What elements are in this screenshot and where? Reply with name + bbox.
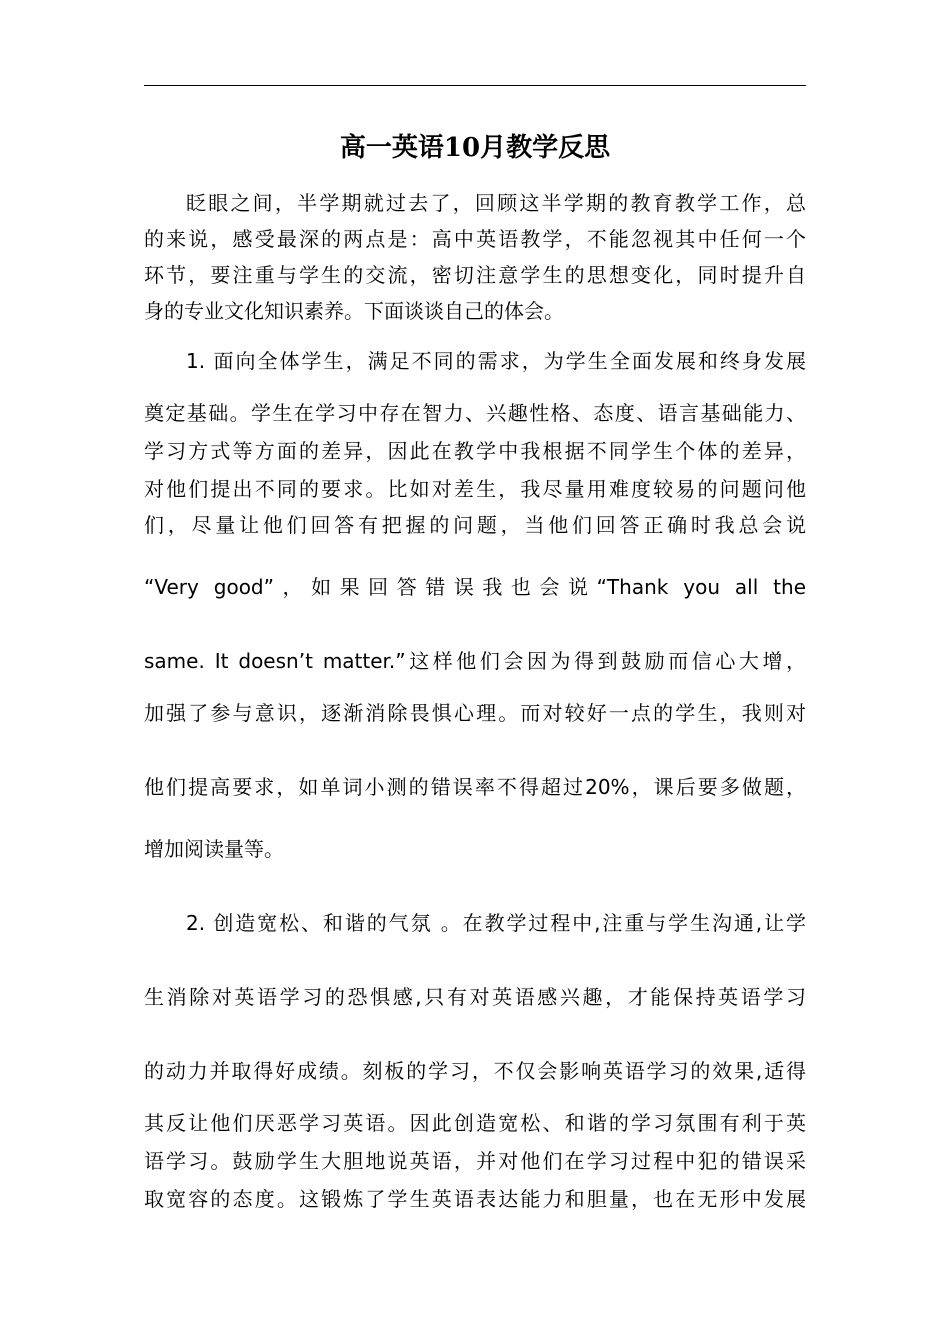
text-line: 他们提高要求，如单词小测的错误率不得超过20%，课后要多做题， — [144, 775, 806, 799]
text-line: 增加阅读量等。 — [144, 837, 284, 861]
text-line: 学习方式等方面的差异，因此在教学中我根据不同学生个体的差异， — [144, 439, 806, 463]
text-line: 眨眼之间，半学期就过去了，回顾这半学期的教育教学工作，总 — [186, 191, 806, 215]
text-line: 的来说，感受最深的两点是：高中英语教学，不能忽视其中任何一个 — [144, 227, 806, 251]
text-line: “Very good”，如果回答错误我也会说“Thank you all the — [144, 575, 806, 599]
text-line: 加强了参与意识，逐渐消除畏惧心理。而对较好一点的学生，我则对 — [144, 701, 806, 725]
text-line: 语学习。鼓励学生大胆地说英语，并对他们在学习过程中犯的错误采 — [144, 1149, 806, 1173]
header-rule — [144, 85, 806, 86]
text-line: 奠定基础。学生在学习中存在智力、兴趣性格、态度、语言基础能力、 — [144, 401, 806, 425]
text-line: 对他们提出不同的要求。比如对差生，我尽量用难度较易的问题问他 — [144, 477, 806, 501]
text-line: 环节，要注重与学生的交流，密切注意学生的思想变化，同时提升自 — [144, 263, 806, 287]
text-line: same. It doesn’t matter.”这样他们会因为得到鼓励而信心大增， — [144, 649, 806, 673]
text-line: 们，尽量让他们回答有把握的问题，当他们回答正确时我总会说 — [144, 513, 806, 537]
text-line: 1. 面向全体学生，满足不同的需求，为学生全面发展和终身发展 — [186, 349, 806, 373]
text-line: 的动力并取得好成绩。刻板的学习，不仅会影响英语学习的效果,适得 — [144, 1059, 806, 1083]
text-line: 取宽容的态度。这锻炼了学生英语表达能力和胆量，也在无形中发展 — [144, 1187, 806, 1211]
text-line: 2. 创造宽松、和谐的气氛 。在教学过程中,注重与学生沟通,让学 — [186, 911, 806, 935]
text-line: 身的专业文化知识素养。下面谈谈自己的体会。 — [144, 299, 564, 323]
document-title: 高一英语10月教学反思 — [339, 133, 611, 163]
text-line: 其反让他们厌恶学习英语。因此创造宽松、和谐的学习氛围有利于英 — [144, 1111, 806, 1135]
text-line: 生消除对英语学习的恐惧感,只有对英语感兴趣，才能保持英语学习 — [144, 985, 806, 1009]
